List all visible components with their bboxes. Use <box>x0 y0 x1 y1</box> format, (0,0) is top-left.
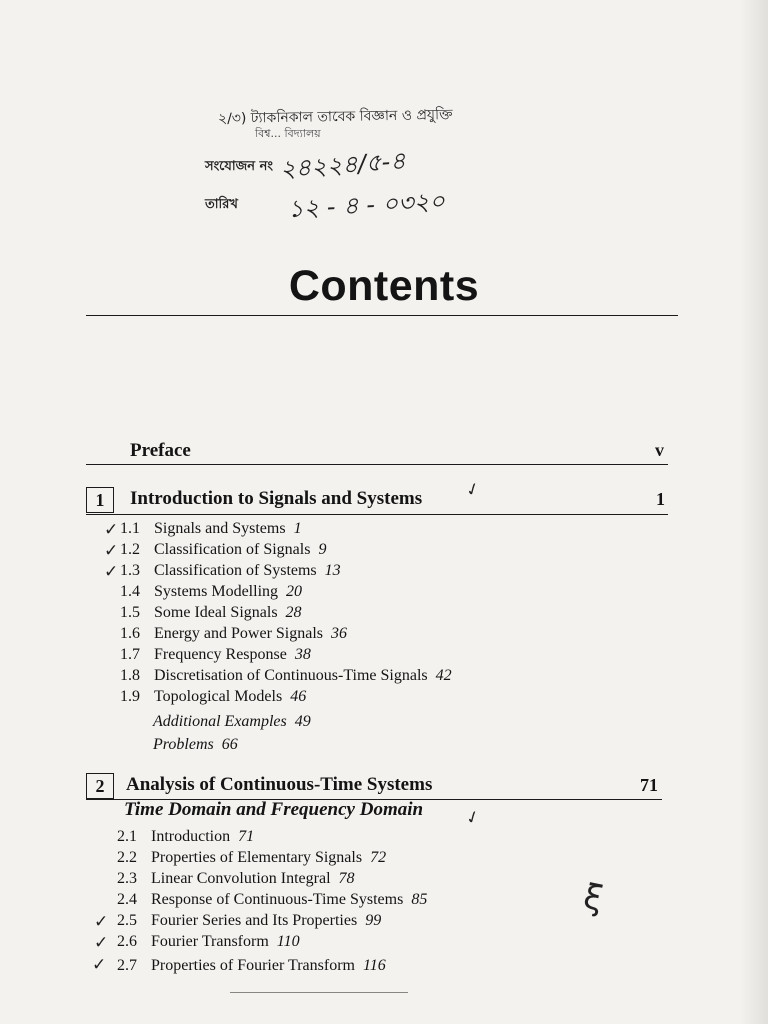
chapter-1-rule <box>86 514 668 515</box>
chapter-1-number: 1 <box>86 487 114 513</box>
library-stamp <box>200 95 580 245</box>
chapter-1-page: 1 <box>656 489 665 509</box>
toc-entry-2-2: 2.2 Properties of Elementary Signals 72 <box>117 849 387 866</box>
title-rule <box>86 315 678 316</box>
toc-entry-2-5: 2.5 Fourier Series and Its Properties 99 <box>117 912 382 929</box>
stamp-accession-label: সংযোজন নং <box>205 159 273 174</box>
preface-rule <box>86 464 668 465</box>
toc-entry-1-6: 1.6 Energy and Power Signals 36 <box>120 625 348 642</box>
toc-entry-1-7: 1.7 Frequency Response 38 <box>120 646 311 663</box>
chapter-2-title: Analysis of Continuous-Time Systems <box>126 774 433 795</box>
stamp-subline: বিশ্ব... বিদ্যালয় <box>255 127 321 140</box>
check-mark: ✓ <box>104 541 119 561</box>
preface-page: v <box>655 440 664 460</box>
bottom-rule <box>230 992 408 993</box>
chapter-2-subtitle: Time Domain and Frequency Domain <box>124 799 424 820</box>
check-mark: ✓ <box>94 933 109 953</box>
toc-entry-1-1: 1.1 Signals and Systems 1 <box>120 520 302 537</box>
margin-scribble: ξ <box>580 876 607 920</box>
check-mark: ✓ <box>104 520 119 540</box>
toc-entry-1-9: 1.9 Topological Models 46 <box>120 688 307 705</box>
toc-entry-1-3: 1.3 Classification of Systems 13 <box>120 562 341 579</box>
toc-entry-2-3: 2.3 Linear Convolution Integral 78 <box>117 870 355 887</box>
chapter-2-page: 71 <box>640 775 658 795</box>
toc-entry-1-2: 1.2 Classification of Signals 9 <box>120 541 327 558</box>
check-mark: ✓ <box>463 478 484 502</box>
toc-entry-1-4: 1.4 Systems Modelling 20 <box>120 583 303 600</box>
check-mark: ✓ <box>463 806 484 830</box>
toc-entry-2-4: 2.4 Response of Continuous-Time Systems 85 <box>117 891 428 908</box>
chapter-1-title: Introduction to Signals and Systems <box>130 488 423 509</box>
preface-label: Preface <box>130 440 191 461</box>
toc-entry-2-1: 2.1 Introduction 71 <box>117 828 255 845</box>
stamp-date-value: ১২ - ৪ - ০৩২০ <box>287 186 446 224</box>
page-edge-shadow <box>740 0 768 1024</box>
stamp-institution: ২/৩) ট্যাকনিকাল তাবেক বিজ্ঞান ও প্রযুক্তি <box>217 106 453 128</box>
chapter-2-number: 2 <box>86 773 114 799</box>
check-mark: ✓ <box>94 912 109 932</box>
check-mark: ✓ <box>104 562 119 582</box>
toc-entry-1-8: 1.8 Discretisation of Continuous-Time Signals 42 <box>120 667 452 684</box>
stamp-accession-value: ২৪২২৪/৫-৪ <box>279 146 407 184</box>
check-mark: ✓ <box>92 955 107 975</box>
toc-extra-problems: Problems 66 <box>153 736 238 753</box>
toc-entry-2-6: 2.6 Fourier Transform 110 <box>117 933 300 950</box>
stamp-date-label: তারিখ <box>205 197 238 212</box>
page-title: Contents <box>288 262 480 310</box>
toc-entry-1-5: 1.5 Some Ideal Signals 28 <box>120 604 302 621</box>
toc-extra-additional-examples: Additional Examples 49 <box>153 713 311 730</box>
toc-entry-2-7: 2.7 Properties of Fourier Transform 116 <box>117 957 386 974</box>
